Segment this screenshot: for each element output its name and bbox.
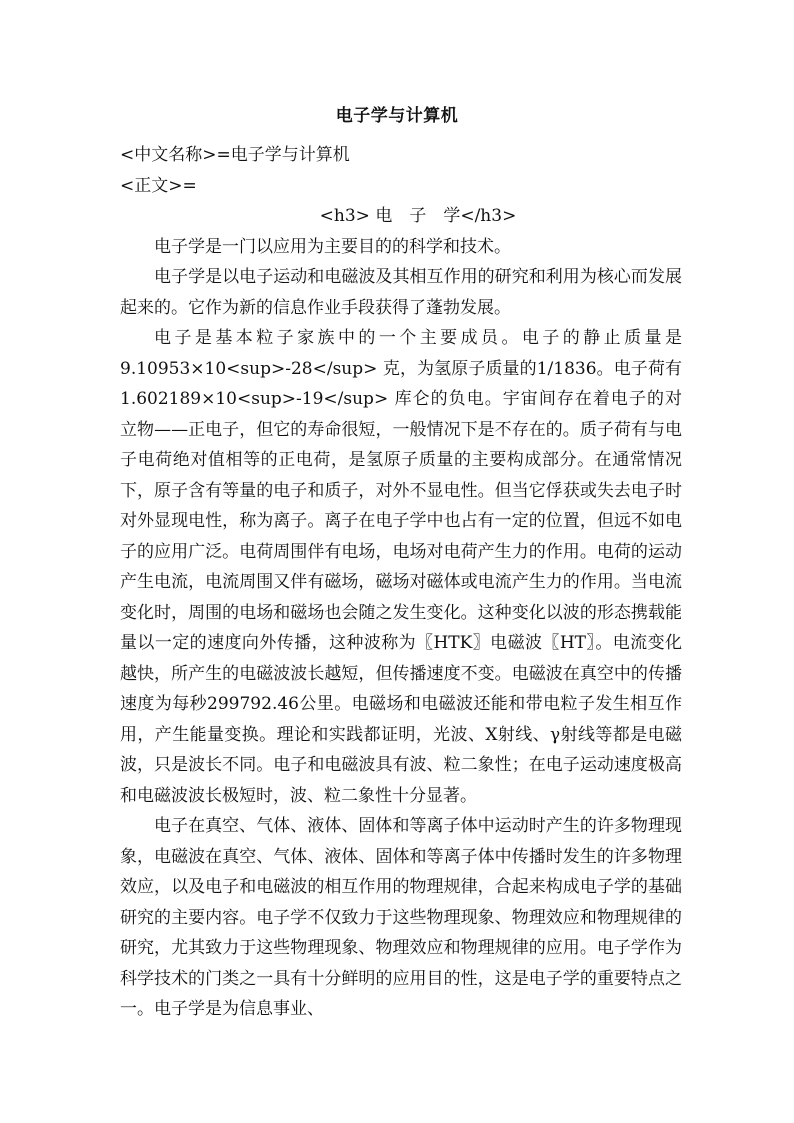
section-heading: <h3> 电 子 学</h3> bbox=[319, 206, 517, 226]
paragraph-2: 电子学是以电子运动和电磁波及其相互作用的研究和利用为核心而发展起来的。它作为新的信息作业手段获得了蓬勃发展。 bbox=[120, 267, 682, 318]
paragraph-1: 电子学是一门以应用为主要目的的科学和技术。 bbox=[154, 236, 511, 257]
body-label-line: <正文>= bbox=[120, 175, 197, 196]
document-title: 电子学与计算机 bbox=[335, 106, 459, 126]
paragraph-4: 电子在真空、气体、液体、固体和等离子体中运动时产生的许多物理现象，电磁波在真空、气体、液体、固体和等离子体中传播时发生的许多物理效应，以及电子和电磁波的相互作用的物理规律，合起来构成电子学的基础研究的主要内容。电子学不仅致力于这些物理现象、物理效应和物理规律的研究，尤其致力于这些物理现象、物理效应和物理规律的应用。电子学作为科学技术的门类之一具有十分鲜明的应用目的性，这是电子学的重要特点之一。电子学是为信息事业、 bbox=[120, 816, 682, 1019]
document-body bbox=[120, 140, 682, 1025]
chinese-name-line: <中文名称>=电子学与计算机 bbox=[120, 145, 350, 165]
paragraph-3: 电子是基本粒子家族中的一个主要成员。电子的静止质量是9.10953×10<sup>-28</sup> 克，为氢原子质量的1/1836。电子荷有1.602189×10<sup>-19</sup> 库仑的负电。宇宙间存在着电子的对立物——正电子，但它的寿命很短，一般情况下是不存在的。质子荷有与电子电荷绝对值相等的正电荷，是氢原子质量的主要构成部分。在通常情况下，原子含有等量的电子和质子，对外不显电性。但当它俘获或失去电子时对外显现电性，称为离子。离子在电子学中也占有一定的位置，但远不如电子的应用广泛。电荷周围伴有电场，电场对电荷产生力的作用。电荷的运动产生电流，电流周围又伴有磁场，磁场对磁体或电流产生力的作用。当电流变化时，周围的电场和磁场也会随之发生变化。这种变化以波的形态携载能量以一定的速度向外传播，这种波称为〖HTK〗电磁波〖HT〗。电流变化越快，所产生的电磁波波长越短，但传播速度不变。电磁波在真空中的传播速度为每秒299792.46公里。电磁场和电磁波还能和带电粒子发生相互作用，产生能量变换。理论和实践都证明，光波、X射线、γ射线等都是电磁波，只是波长不同。电子和电磁波具有波、粒二象性；在电子运动速度极高和电磁波波长极短时，波、粒二象性十分显著。 bbox=[120, 328, 682, 806]
